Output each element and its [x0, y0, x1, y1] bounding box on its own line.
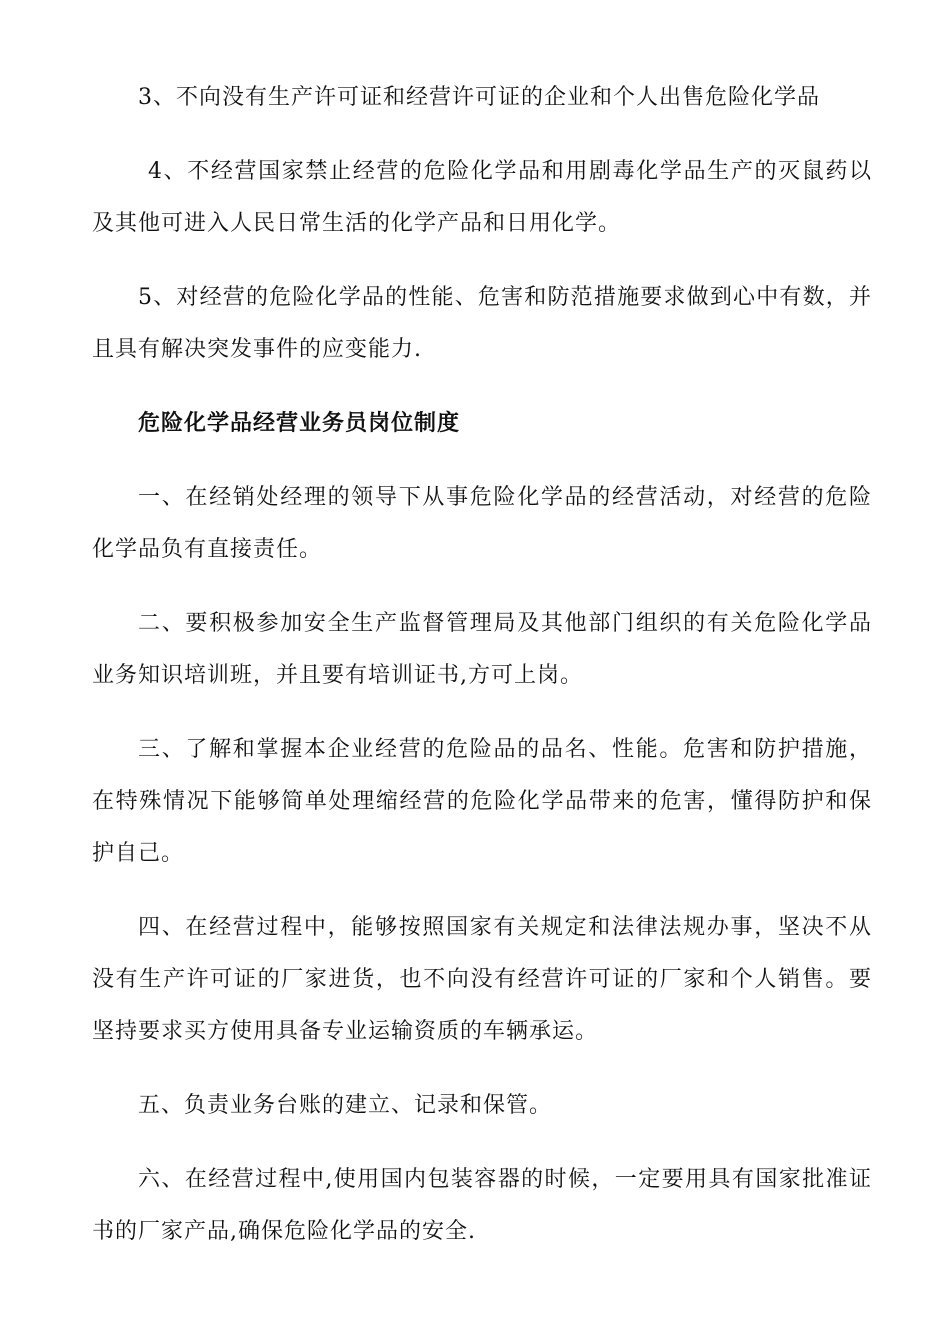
duty-item-6: 六、在经营过程中,使用国内包装容器的时候，一定要用具有国家批准证书的厂家产品,确保危险化学品的安全. [92, 1167, 872, 1244]
document-page [92, 72, 872, 1280]
duty-item-2: 二、要积极参加安全生产监督管理局及其他部门组织的有关危险化学品业务知识培训班，并且要有培训证书,方可上岗。 [92, 611, 872, 688]
rule-item-5: 5、对经营的危险化学品的性能、危害和防范措施要求做到心中有数，并且具有解决突发事件的应变能力. [92, 285, 872, 362]
duty-item-3: 三、了解和掌握本企业经营的危险品的品名、性能。危害和防护措施，在特殊情况下能够简单处理缩经营的危险化学品带来的危害，懂得防护和保护自己。 [92, 737, 872, 866]
duty-item-5: 五、负责业务台账的建立、记录和保管。 [138, 1093, 553, 1118]
rule-item-4: 4、不经营国家禁止经营的危险化学品和用剧毒化学品生产的灭鼠药以及其他可进入人民日常生活的化学产品和日用化学。 [92, 159, 872, 236]
duty-item-4: 四、在经营过程中，能够按照国家有关规定和法律法规办事，坚决不从没有生产许可证的厂家进货，也不向没有经营许可证的厂家和个人销售。要坚持要求买方使用具备专业运输资质的车辆承运。 [92, 915, 872, 1044]
rule-item-3: 3、不向没有生产许可证和经营许可证的企业和个人出售危险化学品 [138, 85, 820, 110]
section-title: 危险化学品经营业务员岗位制度 [138, 411, 461, 436]
duty-item-1: 一、在经销处经理的领导下从事危险化学品的经营活动，对经营的危险化学品负有直接责任。 [92, 485, 872, 562]
